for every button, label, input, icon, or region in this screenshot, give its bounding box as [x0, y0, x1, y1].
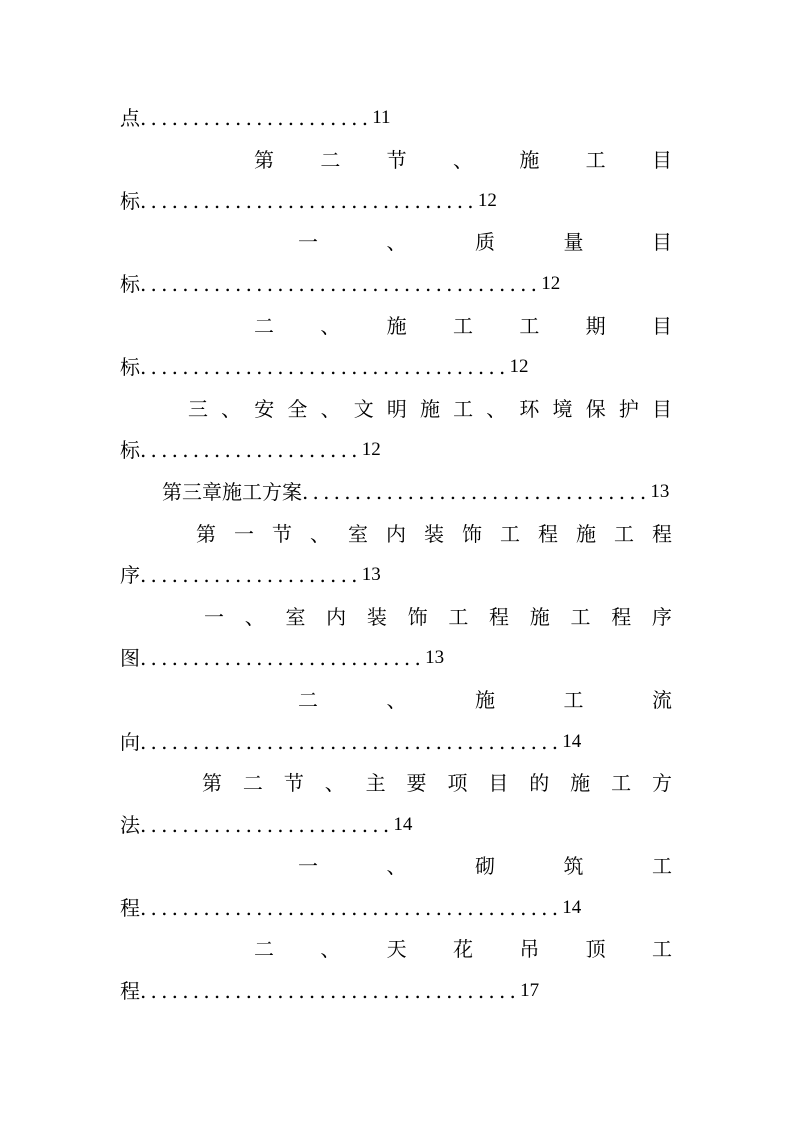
- toc-page-number: 14: [562, 731, 582, 752]
- toc-leader-dots: .....................: [140, 563, 362, 587]
- toc-page-number: 14: [393, 814, 413, 835]
- toc-entry-text: 点: [120, 106, 140, 130]
- toc-leader-dots: .....................: [140, 438, 362, 462]
- toc-page-number: 17: [520, 980, 540, 1001]
- toc-char: 的: [529, 771, 550, 795]
- toc-char: 程: [611, 605, 632, 629]
- toc-char: 安: [254, 397, 275, 421]
- toc-page-number: 12: [509, 356, 529, 377]
- toc-char: 装: [424, 522, 444, 546]
- toc-char: 工: [651, 937, 672, 961]
- toc-entry-tail[interactable]: [120, 971, 672, 1011]
- toc-char: 节: [283, 771, 304, 795]
- toc-page-number: 12: [477, 190, 497, 211]
- toc-char: 砌: [475, 854, 495, 878]
- toc-entry-heading[interactable]: [298, 846, 672, 886]
- toc-char: 工: [614, 522, 634, 546]
- toc-char: 二: [242, 771, 263, 795]
- toc-char: 目: [488, 771, 509, 795]
- toc-char: 主: [365, 771, 386, 795]
- toc-char: 明: [386, 397, 407, 421]
- toc-page-number: 13: [650, 481, 670, 502]
- toc-char: 三: [188, 397, 208, 421]
- toc-page-number: 13: [425, 647, 445, 668]
- toc-leader-dots: ........................: [140, 813, 394, 837]
- toc-char: 、: [320, 314, 341, 338]
- toc-entry-heading[interactable]: [188, 389, 672, 429]
- toc-entry-tail[interactable]: [120, 98, 672, 138]
- toc-char: 量: [563, 230, 584, 254]
- toc-leader-dots: ......................: [140, 106, 373, 130]
- toc-char: 顶: [585, 937, 606, 961]
- toc-char: 饰: [407, 605, 428, 629]
- toc-page-number: 12: [361, 439, 381, 460]
- toc-char: 装: [366, 605, 387, 629]
- toc-char: 目: [651, 314, 672, 338]
- toc-entry-heading[interactable]: [202, 763, 672, 803]
- toc-chapter-entry[interactable]: [162, 472, 672, 512]
- toc-char: 一: [298, 854, 318, 878]
- toc-char: 、: [386, 230, 407, 254]
- toc-leader-dots: ......................................: [140, 272, 542, 296]
- toc-char: 目: [651, 148, 672, 172]
- toc-char: 文: [353, 397, 374, 421]
- toc-entry-tail[interactable]: [120, 638, 672, 678]
- toc-char: 二: [254, 937, 274, 961]
- toc-char: 、: [452, 148, 473, 172]
- toc-entry-tail[interactable]: [120, 805, 672, 845]
- toc-entry-tail[interactable]: [120, 430, 672, 470]
- toc-leader-dots: .................................: [302, 480, 651, 504]
- toc-char: 目: [652, 230, 672, 254]
- toc-entry-text: 标: [120, 438, 140, 462]
- toc-char: 内: [326, 605, 347, 629]
- toc-char: 保: [585, 397, 606, 421]
- toc-char: 一: [298, 230, 318, 254]
- toc-char: 、: [310, 522, 330, 546]
- toc-entry-text: 法: [120, 813, 140, 837]
- toc-char: 工: [652, 854, 672, 878]
- toc-leader-dots: ........................................: [140, 896, 563, 920]
- toc-char: 二: [320, 148, 341, 172]
- toc-char: 目: [651, 397, 672, 421]
- toc-entry-heading[interactable]: [298, 680, 672, 720]
- toc-char: 、: [486, 397, 507, 421]
- toc-char: 天: [386, 937, 407, 961]
- toc-entry-text: 序: [120, 563, 140, 587]
- toc-char: 工: [519, 314, 540, 338]
- toc-char: 、: [244, 605, 265, 629]
- toc-char: 筑: [563, 854, 584, 878]
- toc-char: 花: [452, 937, 473, 961]
- toc-char: 第: [196, 522, 216, 546]
- toc-entry-tail[interactable]: [120, 181, 672, 221]
- toc-entry-text: 图: [120, 646, 140, 670]
- toc-char: 工: [453, 397, 474, 421]
- toc-char: 工: [585, 148, 606, 172]
- toc-leader-dots: ...................................: [140, 355, 510, 379]
- toc-char: 项: [447, 771, 468, 795]
- toc-entry-tail[interactable]: [120, 264, 672, 304]
- toc-entry-heading[interactable]: [254, 306, 672, 346]
- toc-char: 室: [348, 522, 368, 546]
- toc-char: 一: [234, 522, 254, 546]
- toc-char: 方: [651, 771, 672, 795]
- toc-char: 工: [611, 771, 632, 795]
- toc-entry-text: 向: [120, 730, 140, 754]
- toc-char: 施: [576, 522, 596, 546]
- toc-char: 境: [552, 397, 573, 421]
- toc-entry-tail[interactable]: [120, 888, 672, 928]
- toc-char: 质: [475, 230, 495, 254]
- toc-entry-text: 标: [120, 355, 140, 379]
- toc-char: 工: [500, 522, 520, 546]
- toc-char: 节: [272, 522, 292, 546]
- toc-page-number: 13: [361, 564, 381, 585]
- toc-char: 室: [285, 605, 306, 629]
- toc-char: 一: [204, 605, 224, 629]
- toc-char: 程: [538, 522, 558, 546]
- toc-entry-text: 程: [120, 979, 140, 1003]
- toc-char: 施: [529, 605, 550, 629]
- toc-char: 工: [452, 314, 473, 338]
- toc-char: 工: [563, 688, 584, 712]
- toc-char: 序: [651, 605, 672, 629]
- toc-char: 、: [320, 937, 341, 961]
- toc-char: 、: [386, 854, 407, 878]
- toc-char: 工: [448, 605, 469, 629]
- toc-char: 第: [254, 148, 274, 172]
- toc-char: 要: [406, 771, 427, 795]
- toc-page-number: 14: [562, 897, 582, 918]
- toc-char: 护: [618, 397, 639, 421]
- toc-char: 二: [254, 314, 274, 338]
- toc-char: 吊: [519, 937, 540, 961]
- toc-char: 工: [570, 605, 591, 629]
- toc-char: 、: [221, 397, 242, 421]
- toc-char: 程: [489, 605, 510, 629]
- toc-char: 环: [519, 397, 540, 421]
- toc-char: 施: [419, 397, 440, 421]
- toc-entry-heading[interactable]: [204, 597, 672, 637]
- toc-char: 、: [324, 771, 345, 795]
- toc-entry-heading[interactable]: [196, 514, 672, 554]
- toc-char: 节: [386, 148, 407, 172]
- toc-entry-tail[interactable]: [120, 722, 672, 762]
- toc-leader-dots: ................................: [140, 189, 478, 213]
- toc-char: 全: [287, 397, 308, 421]
- toc-entry-text: 第三章施工方案: [162, 480, 302, 504]
- toc-entry-heading[interactable]: [254, 929, 672, 969]
- toc-entry-tail[interactable]: [120, 555, 672, 595]
- toc-char: 第: [202, 771, 222, 795]
- toc-char: 施: [519, 148, 540, 172]
- toc-page-number: 12: [541, 273, 561, 294]
- toc-char: 施: [570, 771, 591, 795]
- toc-char: 、: [320, 397, 341, 421]
- toc-char: 二: [298, 688, 318, 712]
- toc-entry-text: 程: [120, 896, 140, 920]
- toc-entry-heading[interactable]: [254, 140, 672, 180]
- toc-char: 施: [475, 688, 495, 712]
- toc-page-number: 11: [372, 107, 391, 128]
- toc-char: 期: [585, 314, 606, 338]
- toc-leader-dots: ...........................: [140, 646, 426, 670]
- toc-char: 程: [652, 522, 672, 546]
- toc-entry-text: 标: [120, 189, 140, 213]
- toc-entry-tail[interactable]: [120, 347, 672, 387]
- toc-char: 施: [386, 314, 407, 338]
- toc-char: 内: [386, 522, 406, 546]
- toc-char: 流: [652, 688, 672, 712]
- toc-char: 、: [386, 688, 407, 712]
- toc-leader-dots: ....................................: [140, 979, 521, 1003]
- toc-char: 饰: [462, 522, 482, 546]
- toc-entry-text: 标: [120, 272, 140, 296]
- toc-entry-heading[interactable]: [298, 222, 672, 262]
- toc-leader-dots: ........................................: [140, 730, 563, 754]
